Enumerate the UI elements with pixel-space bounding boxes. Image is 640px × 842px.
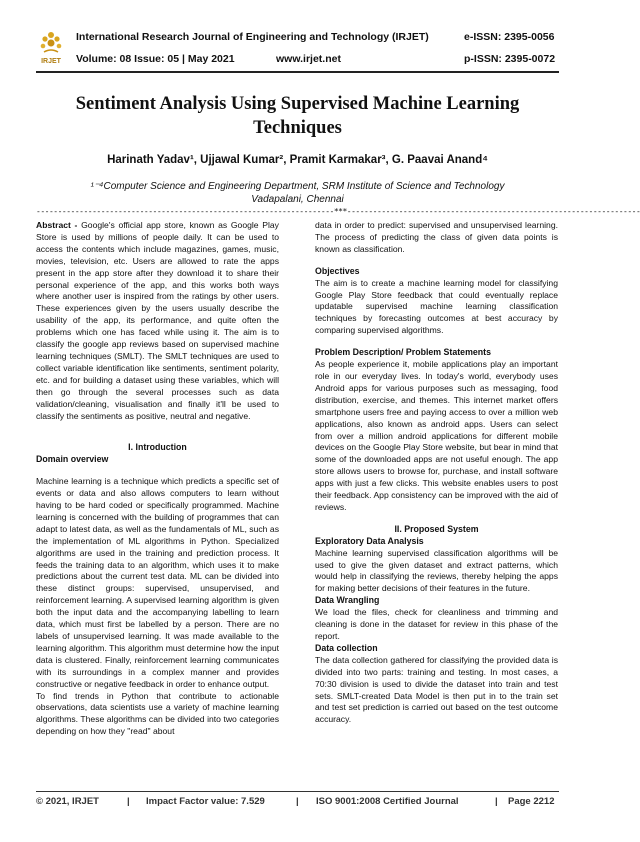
- journal-logo: [36, 26, 66, 66]
- footer-impact-factor: Impact Factor value: 7.529: [146, 796, 265, 807]
- objectives-text: The aim is to create a machine learning model for classifying Google Play Store feedback that could eventually replace updatable supervised machine learning classification techniques by forecasting outcomes at best accuracy by comparing supervised algorithms.: [315, 277, 558, 336]
- footer-iso: ISO 9001:2008 Certified Journal: [316, 796, 459, 807]
- footer-rule: [36, 791, 559, 792]
- eda-text: Machine learning supervised classification algorithms will be used to give the given dataset and extract patterns, which would help in classifying the reviews, thereby helping the apps for making better decisions of their features in the future.: [315, 547, 558, 594]
- paper-title: Sentiment Analysis Using Supervised Machine Learning Techniques: [75, 94, 520, 138]
- intro-paragraph-3: data in order to predict: supervised and unsupervised learning. The process of predicting the class of given data points is known as classification.: [315, 220, 558, 254]
- e-issn: e-ISSN: 2395-0056: [464, 31, 555, 43]
- intro-paragraph-2: To find trends in Python that contribute to actionable observations, data scientists use a variety of machine learning algorithms. These algorithms can be divided into two categories depending on how they "read" about: [36, 690, 279, 737]
- abstract: [36, 220, 279, 422]
- data-collection-heading: Data collection: [315, 642, 378, 653]
- abstract-text: Google's official app store, known as Google Play Store is used by millions of people daily. It can be used to access the contents which include magazines, games, music, movies, television, etc. Users are allowed to rate the apps present in the app store after they download it to share their personal experience of the app, and this works both ways where another user is inspired from the ratings by other users. These experiences given by the users usually describe the usability of the app, its performance, and quite often the problems which one has faced while using it. The aim is to classify the google app reviews based on supervised machine learning techniques (SMLT). The SMLT techniques are used to collect variable identification like sentiments, sentiment polarity, etc. and for building a dataset using these variables, which will then go through the several processes such as data validation/cleaning, visualisation and finally it'll be used to classify the sentiments as positive, neutral and negative.: [36, 220, 279, 421]
- footer-page-number: Page 2212: [508, 796, 555, 807]
- problem-heading: Problem Description/ Problem Statements: [315, 347, 491, 358]
- journal-name: International Research Journal of Engineering and Technology (IRJET): [76, 31, 429, 43]
- author-list: Harinath Yadav¹, Ujjawal Kumar², Pramit Karmakar³, G. Paavai Anand⁴: [107, 154, 488, 166]
- domain-overview-heading: Domain overview: [36, 454, 109, 465]
- svg-text:IRJET: IRJET: [41, 58, 61, 65]
- affiliation: [60, 180, 535, 206]
- data-wrangling-text: We load the files, check for cleanliness and trimming and cleaning is done in the dataset for review in this phase of the report.: [315, 607, 558, 641]
- right-column: [315, 220, 558, 726]
- affiliation-line-1: ¹⁻⁴Computer Science and Engineering Department, SRM Institute of Science and Technology: [90, 181, 505, 192]
- left-column: [36, 220, 279, 738]
- footer-separator: |: [296, 796, 299, 807]
- header-rule: [36, 71, 559, 73]
- data-wrangling-heading: Data Wrangling: [315, 595, 380, 606]
- problem-text: As people experience it, mobile applications play an important role in our everyday lives. In today's world, everybody uses Android apps for various purposes such as messaging, food distribution, exercise, and themes. This internet market offers smartphone users free and paying access to over a million web applications, also known as android apps. Users can select from over a million android applications for different mobile devices on the Google Play Store website, but bear in mind that some of the downloaded apps are not useful enough. The app store allows users to browse for, purchase, and install software apps with just a few clicks. This website enables users to post their feedback. App consistency can be improved with the aid of reviews.: [315, 359, 558, 512]
- objectives-heading: Objectives: [315, 265, 360, 276]
- abstract-label: Abstract -: [36, 220, 78, 230]
- section-separator: ---------------------------------------------------------------------***--------------------------------------------------------------------: [36, 207, 640, 216]
- p-issn: p-ISSN: 2395-0072: [464, 53, 556, 65]
- affiliation-line-2: Vadapalani, Chennai: [251, 194, 344, 205]
- intro-heading: I. Introduction: [128, 442, 187, 453]
- footer-copyright: © 2021, IRJET: [36, 796, 99, 807]
- journal-website[interactable]: www.irjet.net: [276, 53, 341, 65]
- eda-heading: Exploratory Data Analysis: [315, 535, 424, 546]
- footer-separator: |: [127, 796, 130, 807]
- proposed-system-heading: II. Proposed System: [394, 523, 479, 534]
- footer-separator: |: [495, 796, 498, 807]
- intro-paragraph-1: Machine learning is a technique which predicts a specific set of events or data and also allows computers to learn without having to be hard coded or specifically programmed. Machine learning is concerned with the building of programmes that can adapt to latest data, as well as the fundamentals of ML, such as the implementation of ML algorithms in Python. Specialized algorithms are used in the training and prediction process. It feeds the training data to an algorithm, which uses it to make predictions about the current test data. ML can be divided into these distinct groups: supervised, unsupervised, and reinforcement learning. A supervised learning algorithm is given both the input data and the accompanying labelling to learn data, which must first be labelled by a person. There are no labels of unsupervised learning. It was made available to the learning algorithm. This algorithm must determine how the input data is clustered. Finally, reinforcement learning communicates with its surroundings in a complex manner and provides constructive or negative feedback in order to enhance output.: [36, 476, 279, 689]
- volume-issue: Volume: 08 Issue: 05 | May 2021: [76, 53, 235, 65]
- data-collection-text: The data collection gathered for classifying the provided data is divided into two parts: training and testing. In most cases, a 70:30 division is used to divide the dataset into train and test sets. SMLT-created Data Model is then put in to the train set and test set prediction is carried out based on the test outcome accuracy.: [315, 654, 558, 725]
